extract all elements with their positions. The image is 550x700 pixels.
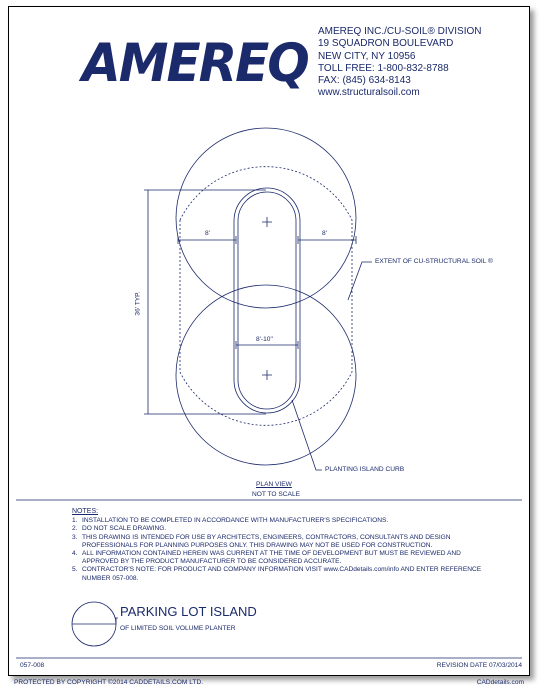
note-item: 3. THIS DRAWING IS INTENDED FOR USE BY ARCHITECTS, ENGINEERS, CONTRACTORS, CONSULTANTS AND DESIGN PROFESSIONALS FOR PLANNING PURPOSES ONLY. THIS DRAWING MAY NOT BE USED FOR CONSTRUCTION. [72,533,451,549]
soil-extent-outline [180,167,352,426]
drawing-title: PARKING LOT ISLAND [120,604,257,619]
company-name: AMEREQ INC./CU-SOIL® DIVISION [318,26,482,37]
top-center-mark [262,217,272,227]
view-title: PLAN VIEW [256,481,292,488]
company-logo: AMEREQ [82,32,308,94]
curb-label: PLANTING ISLAND CURB [325,466,405,473]
dim-vertical-label: 36' TYP. [134,291,142,316]
company-street: 19 SQUADRON BOULEVARD [318,38,454,50]
view-scale: NOT TO SCALE [252,491,301,498]
note-item: 1. INSTALLATION TO BE COMPLETED IN ACCORDANCE WITH MANUFACTURER'S SPECIFICATIONS. [72,517,389,525]
note-item: 2. DO NOT SCALE DRAWING. [72,525,167,533]
company-fax: FAX: (845) 634-8143 [318,75,411,87]
copyright-notice: PROTECTED BY COPYRIGHT ©2014 CADDETAILS.COM LTD. [14,679,204,686]
extent-label: EXTENT OF CU-STRUCTURAL SOIL ® [375,258,493,265]
dim-width-label: 8'-10" [256,336,273,343]
drawing-subtitle: OF LIMITED SOIL VOLUME PLANTER [120,625,236,632]
company-city: NEW CITY, NY 10956 [318,50,416,62]
revision-date: REVISION DATE 07/03/2014 [436,662,522,669]
top-soil-circle [176,128,356,308]
dim-right-label: 8' [322,230,327,237]
bottom-center-mark [262,370,272,380]
company-address-block [318,26,482,100]
caddetails-link[interactable]: CADdetails.com [476,679,524,686]
dim-left-label: 8' [205,230,210,237]
note-item: 4. ALL INFORMATION CONTAINED HEREIN WAS CURRENT AT THE TIME OF DEVELOPMENT BUT MUST BE REVIEWED AND APPROVED BY THE PRODUCT MANUFACTURER TO BE CONSIDERED ACCURATE. [72,550,461,566]
notes-title: NOTES: [72,508,99,515]
notes-block [72,508,492,583]
company-website[interactable]: www.structuralsoil.com [318,87,420,99]
company-tollfree: TOLL FREE: 1-800-832-8788 [318,62,449,74]
sheet-number: 057-008 [20,662,45,669]
note-item: 5. CONTRACTOR'S NOTE: FOR PRODUCT AND COMPANY INFORMATION VISIT www.CADdetails.com/info AND ENTER REFERENCE NUMBER 057-008. [72,566,482,582]
